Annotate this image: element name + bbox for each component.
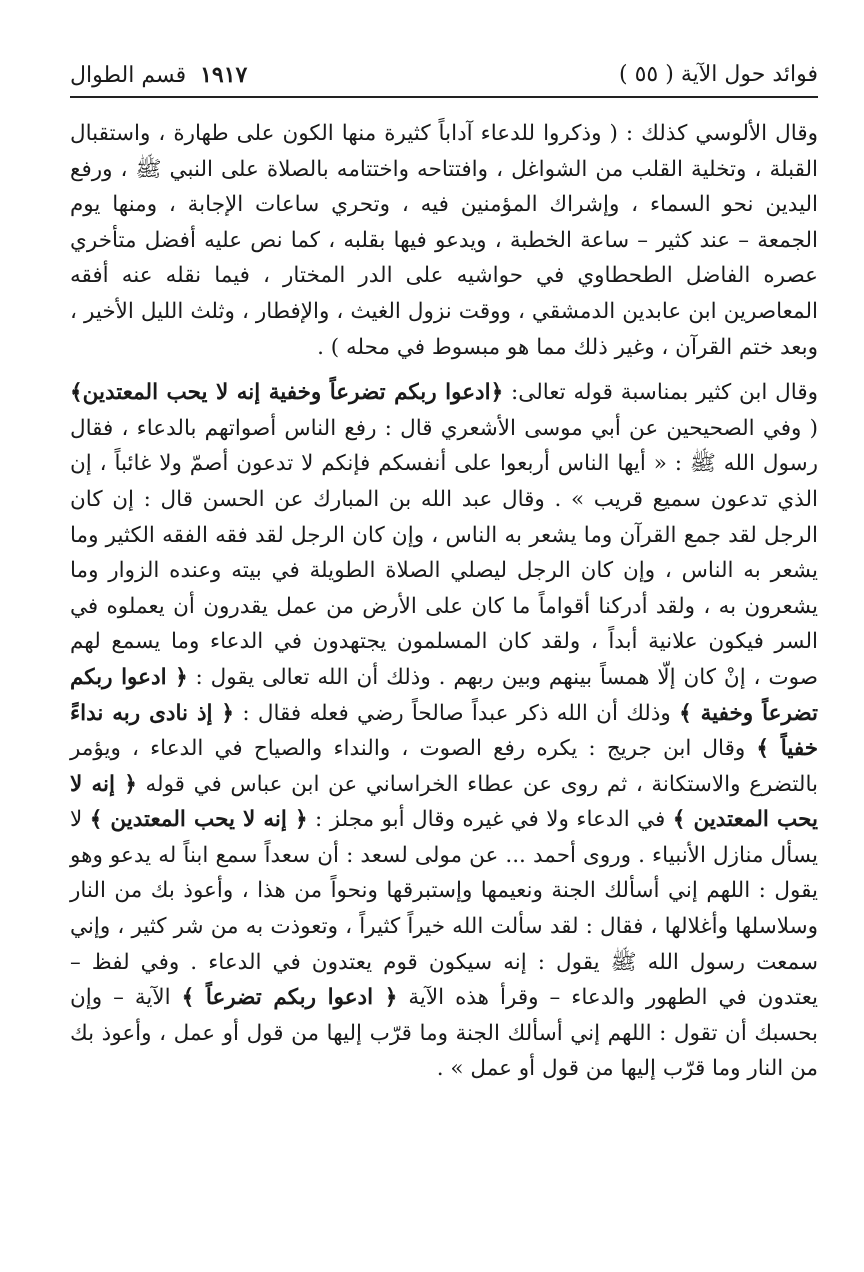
body-text: الآية – وإن بحسبك أن تقول : اللهم إني أسألك الجنة وما قرّب إليها من قول أو عمل ، وأعوذ بك من النار وما قرّب إليها من قول أو عمل » .	[70, 985, 818, 1082]
quran-verse: ﴿ ادعوا ربكم تضرعاً وخفية ﴾	[70, 664, 818, 726]
body-text: لا يسأل منازل الأنبياء . وروى أحمد ... عن مولى لسعد : أن سعداً سمع ابناً له يدعو وهو يقول : اللهم إني أسألك الجنة ونعيمها وإستبرقها ونحواً من هذا ، وأعوذ بك من النار وسلاسلها وأغلالها ، فقال : لقد سألت الله خيراً كثيراً ، وتعوذت به من شر كثير ، وإني سمعت رسول الله ﷺ يقول : إنه سيكون قوم يعتدون في الدعاء . وفي لفظ – يعتدون في الطهور والدعاء – وقرأ هذه الآية	[70, 807, 818, 1011]
quran-verse: ﴿ ادعوا ربكم تضرعاً ﴾	[181, 985, 398, 1011]
body-text: ( وفي الصحيحين عن أبي موسى الأشعري قال : رفع الناس أصواتهم بالدعاء ، فقال رسول الله ﷺ : « أيها الناس أربعوا على أنفسكم فإنكم لا تدعون أصمّ ولا غائباً ، إن الذي تدعون سميع قريب » . وقال عبد الله بن المبارك عن الحسن قال : إن كان الرجل لقد جمع القرآن وما يشعر به الناس ، وإن كان الرجل لقد فقه الفقه الكثير وما يشعر به الناس ، وإن كان الرجل ليصلي الصلاة الطويلة في بيته وعنده الزوار وما يشعرون به ، ولقد أدركنا أقواماً ما كان على الأرض من عمل يقدرون أن يعملوه في السر فيكون علانية أبداً ، ولقد كان المسلمون يجتهدون في الدعاء وما يسمع لهم صوت ، إنْ كان إلّا همساً بينهم وبين ربهم . وذلك أن الله تعالى يقول :	[70, 415, 818, 690]
section-title: قسم الطوال	[70, 63, 187, 88]
paragraph-alusi: وقال الألوسي كذلك : ( وذكروا للدعاء آداباً كثيرة منها الكون على طهارة ، واستقبال القبلة ، وتخلية القلب من الشواغل ، وافتتاحه واختتامه بالصلاة على النبي ﷺ ، ورفع اليدين نحو السماء ، وإشراك المؤمنين فيه ، وتحري ساعات الإجابة ، ومنها يوم الجمعة – عند كثير – ساعة الخطبة ، ويدعو فيها بقلبه ، كما نص عليه أفضل متأخري عصره الفاضل الطحطاوي في حواشيه على الدر المختار ، فيما نقله عنه أفقه المعاصرين ابن عابدين الدمشقي ، ووقت نزول الغيث ، والإفطار ، وثلث الليل الأخير ، وبعد ختم القرآن ، وغير ذلك مما هو مبسوط في محله ) .	[70, 121, 818, 360]
running-title: فوائد حول الآية ( ٥٥ )	[619, 62, 818, 87]
body-text: في الدعاء ولا في غيره وقال أبو مجلز :	[307, 807, 673, 833]
header-left-block	[70, 62, 247, 88]
book-page	[70, 56, 818, 1236]
quran-verse: ﴿ إنه لا يحب المعتدين ﴾	[89, 807, 308, 833]
quran-verse: ﴿ إنه لا يحب المعتدين ﴾	[70, 771, 818, 833]
paragraph-ibn-kathir	[70, 375, 818, 1087]
quran-verse: ﴿ادعوا ربكم تضرعاً وخفية إنه لا يحب المعتدين﴾	[70, 380, 504, 406]
quran-verse: ﴿ إذ نادى ربه نداءً خفياً ﴾	[70, 700, 818, 762]
page-number: ١٩١٧	[200, 62, 248, 88]
body-text: وقال ابن جريج : يكره رفع الصوت ، والنداء والصياح في الدعاء ، ويؤمر بالتضرع والاستكانة ، ثم روى عن عطاء الخراساني عن ابن عباس في قوله	[70, 736, 818, 797]
page-header	[70, 56, 818, 98]
body-text: وقال ابن كثير بمناسبة قوله تعالى:	[503, 380, 818, 406]
body-text: وذلك أن الله ذكر عبداً صالحاً رضي فعله فقال :	[234, 700, 680, 726]
